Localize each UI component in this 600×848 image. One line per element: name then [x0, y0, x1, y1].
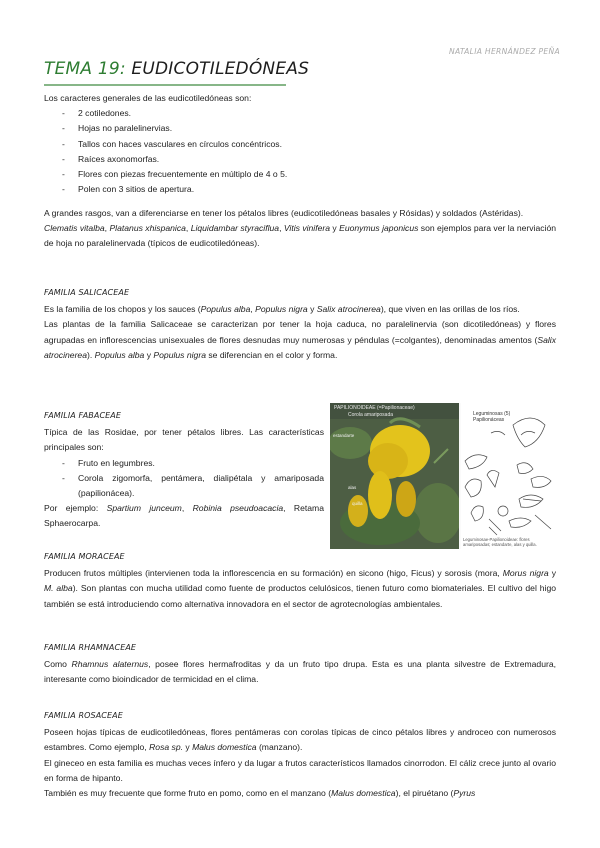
- rosaceae-paragraph-2: El gineceo en esta familia es muchas veces ínfero y da lugar a frutos característicos llamados cinorrodon. El cáliz crece junto al ovario en forma de hipanto.: [44, 757, 556, 783]
- rosaceae-paragraph-1: Poseen hojas típicas de eudicotiledóneas, flores pentámeras con corolas típicas de cinco pétalos libres y androceo con numerosos estambres. Como ejemplo, Rosa sp. y Malus domestica (manzano).: [44, 727, 556, 753]
- intro-paragraph-1: A grandes rasgos, van a diferenciarse en tener los pétalos libres (eudicotiledóneas basales y Rósidas) y soldados (Astéridas).: [44, 208, 524, 218]
- species-name: M. alba: [44, 583, 73, 594]
- species-name: Malus domestica: [192, 742, 257, 753]
- section-moraceae: [44, 549, 556, 612]
- intro-paragraphs: [44, 206, 556, 252]
- species-name: Robinia pseudoacacia: [192, 503, 284, 514]
- section-heading: FAMILIA RHAMNACEAE: [44, 643, 137, 652]
- species-name: Populus nigra: [153, 349, 206, 360]
- rosaceae-paragraph-3: También es muy frecuente que forme fruto en pomo, como en el manzano (Malus domestica), el piruétano (Pyrus: [44, 788, 476, 799]
- intro-paragraph-2: Clematis vitalba, Platanus xhispanica, Liquidambar styraciflua, Vitis vinifera y Euonymus japonicus son ejemplos para ver la nerviación de hoja no paralelinervada (típicos de eudicotiledóneas).: [44, 223, 557, 249]
- intro-list: [44, 106, 556, 197]
- title-underline: [44, 84, 286, 86]
- section-salicaceae: [44, 285, 556, 363]
- species-name: Salix atrocinerea: [316, 304, 381, 315]
- species-name: Pyrus: [453, 788, 476, 799]
- salicaceae-paragraph-1: Es la familia de los chopos y los sauces (Populus alba, Populus nigra y Salix atrocinerea), que viven en las orillas de los ríos.: [44, 304, 520, 315]
- section-rhamnaceae: [44, 640, 556, 688]
- title-number: TEMA 19:: [44, 59, 126, 79]
- species-name: Populus alba: [200, 304, 251, 315]
- fabaceae-paragraph-2: Por ejemplo: Spartium junceum, Robinia pseudoacacia, Retama Sphaerocarpa.: [44, 503, 324, 529]
- species-name: Morus nigra: [502, 568, 549, 579]
- rhamnaceae-paragraph: Como Rhamnus alaternus, posee flores hermafroditas y da un fruto tipo drupa. Esta es una planta silvestre de Extremadura, interesante como bioindicador de termicidad en el clima.: [44, 659, 557, 685]
- botanical-drawing: [461, 403, 557, 549]
- section-heading: FAMILIA FABACEAE: [44, 411, 122, 420]
- photo-subtitle: Corola amariposada: [348, 412, 394, 418]
- species-name: Platanus xhispanica: [109, 223, 186, 234]
- species-name: Euonymus japonicus: [339, 223, 419, 234]
- fabaceae-list: [44, 456, 324, 502]
- species-name: Vitis vinifera: [283, 223, 331, 234]
- species-name: Rosa sp.: [149, 742, 183, 753]
- intro-section: [44, 91, 556, 197]
- list-item: - Corola zigomorfa, pentámera, dialipétala y amariposada (papilionácea).: [44, 471, 324, 501]
- fabaceae-paragraph-1: Típica de las Rosidae, por tener pétalos libres. Las características principales son:: [44, 427, 324, 453]
- section-rosaceae: [44, 708, 556, 801]
- species-name: Salix atrocinerea: [44, 334, 556, 360]
- title-text: EUDICOTILEDÓNEAS: [131, 59, 310, 79]
- moraceae-paragraph: Producen frutos múltiples (intervienen toda la inflorescencia en su formación) en sicono (higo, Ficus) y sorosis (mora, Morus nigra y M. alba). Son plantas con mucha utilidad como fuente de productos celulósicos, tienen futuro como biomateriales. El cultivo del higo también se está introduciendo como alternativa innovadora en el sector de agrotecnologías ambientales.: [44, 568, 557, 609]
- list-item: - Fruto en legumbres.: [44, 456, 324, 471]
- list-item: - Flores con piezas frecuentemente en múltiplo de 4 o 5.: [44, 167, 556, 182]
- flower-diagram-icon: [461, 403, 557, 549]
- intro-lead: Los caracteres generales de las eudicotiledóneas son:: [44, 93, 252, 103]
- drawing-title: Leguminosas (5) Papilionáceas: [473, 411, 511, 423]
- species-name: Populus alba: [94, 349, 145, 360]
- species-name: Liquidambar styraciflua: [190, 223, 280, 234]
- label-standard: estandarte: [333, 433, 355, 438]
- species-name: Spartium junceum: [106, 503, 182, 514]
- list-item: - Hojas no paralelinervias.: [44, 121, 556, 136]
- page-title: [44, 59, 310, 79]
- list-item: - Polen con 3 sitios de apertura.: [44, 182, 556, 197]
- species-name: Rhamnus alaternus: [71, 659, 149, 670]
- list-item: - Raíces axonomorfas.: [44, 152, 556, 167]
- species-name: Clematis vitalba: [44, 223, 105, 234]
- label-keel: quilla: [352, 501, 363, 506]
- label-wings: alas: [348, 485, 357, 490]
- broom-flower-image: [330, 403, 459, 549]
- section-heading: FAMILIA MORACEAE: [44, 552, 125, 561]
- section-heading: FAMILIA SALICACEAE: [44, 288, 130, 297]
- species-name: Populus nigra: [255, 304, 308, 315]
- fabaceae-figure: [330, 403, 557, 549]
- species-name: Malus domestica: [331, 788, 396, 799]
- author-name: NATALIA HERNÁNDEZ PEÑA: [449, 47, 560, 56]
- drawing-caption: Leguminosae-Papilionoideae: flores amariposadas; estandarte, alas y quilla.: [463, 537, 537, 547]
- section-heading: FAMILIA ROSACEAE: [44, 711, 123, 720]
- list-item: - Tallos con haces vasculares en círculos concéntricos.: [44, 137, 556, 152]
- section-fabaceae: [44, 408, 324, 532]
- flower-photo: [330, 403, 459, 549]
- photo-title: PAPILIONOIDEAE (=Papilionaceae): [334, 405, 415, 411]
- list-item: - 2 cotiledones.: [44, 106, 556, 121]
- salicaceae-paragraph-2: Las plantas de la familia Salicaceae se caracterizan por tener la hoja caduca, no paralelinervia (son dicotiledóneas) y flores agrupadas en inflorescencias unisexuales de flores desnudas muy numerosas y péndulas (=colgantes), denominadas amentos (Salix atrocinerea). Populus alba y Populus nigra se diferencian en el color y forma.: [44, 319, 556, 360]
